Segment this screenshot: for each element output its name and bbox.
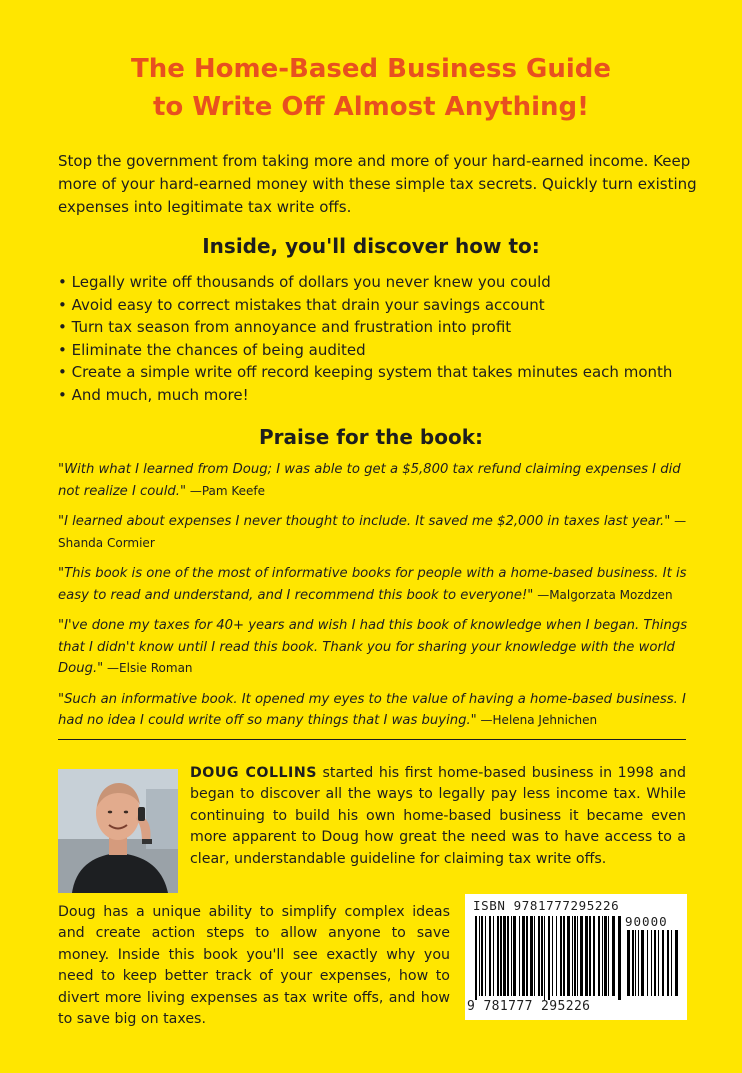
list-item: • Eliminate the chances of being audited xyxy=(58,339,708,362)
quote-text: "I learned about expenses I never thought to include. It saved me $2,000 in taxes last year." xyxy=(58,514,671,529)
quote xyxy=(58,615,698,680)
barcode-digits: 9 781777 295226 xyxy=(467,999,591,1014)
quote-text: "I've done my taxes for 40+ years and wish I had this book of knowledge when I began. Things that I didn't know until I read this book. Thank you for sharing your knowledge with the world Doug." xyxy=(58,618,688,676)
praise-heading: Praise for the book: xyxy=(259,425,483,449)
quote-author: —Malgorzata Mozdzen xyxy=(533,587,673,602)
book-title-line2: to Write Off Almost Anything! xyxy=(153,92,589,122)
book-title xyxy=(0,50,742,126)
quote-author: —Shanda Cormier xyxy=(58,514,687,550)
book-title-line1: The Home-Based Business Guide xyxy=(130,54,612,84)
quote xyxy=(58,563,698,606)
list-item: • And much, much more! xyxy=(58,384,708,407)
quote-author: —Pam Keefe xyxy=(186,483,266,498)
isbn-label: ISBN 9781777295226 xyxy=(473,898,620,913)
list-item: • Legally write off thousands of dollars you never knew you could xyxy=(58,271,708,294)
barcode-addon-number: 90000 xyxy=(625,914,668,929)
list-item: • Create a simple write off record keeping system that takes minutes each month xyxy=(58,361,708,384)
author-bio xyxy=(190,763,686,870)
list-item: • Avoid easy to correct mistakes that drain your savings account xyxy=(58,294,708,317)
discover-list xyxy=(58,271,708,407)
list-item: • Turn tax season from annoyance and frustration into profit xyxy=(58,316,708,339)
isbn-barcode xyxy=(465,894,687,1020)
author-photo xyxy=(58,769,178,893)
quote xyxy=(58,689,698,732)
quote-text: "This book is one of the most of informative books for people with a home-based business. It is easy to read and understand, and I recommend this book to everyone!" xyxy=(58,566,687,603)
quote-text: "Such an informative book. It opened my eyes to the value of having a home-based business. I had no idea I could write off so many things that I was buying." xyxy=(58,691,686,728)
quote-author: —Elsie Roman xyxy=(103,661,193,675)
quote-text: "With what I learned from Doug; I was able to get a $5,800 tax refund claiming expenses I did not realize I could." xyxy=(58,462,681,499)
barcode-bars xyxy=(471,916,683,1000)
discover-heading: Inside, you'll discover how to: xyxy=(202,234,540,258)
author-bio-continued: Doug has a unique ability to simplify complex ideas and create action steps to allow anyone to save money. Inside this book you'll see exactly why you need to keep better track of your expenses, how to divert more living expenses as tax write offs, and how to save big on taxes. xyxy=(58,904,450,1028)
author-bio-text: started his first home-based business in 1998 and began to discover all the ways to legally pay less income tax. While continuing to build his own home-based business it became even more apparent to Doug how great the need was to have access to a clear, understandable guideline for claiming tax write offs. xyxy=(190,765,686,867)
quote xyxy=(58,511,698,554)
divider xyxy=(58,739,686,740)
intro-paragraph: Stop the government from taking more and more of your hard-earned income. Keep more of your hard-earned money with these simple tax secrets. Quickly turn existing expenses into legitimate tax write offs. xyxy=(58,152,697,216)
quote-author: —Helena Jehnichen xyxy=(476,713,598,727)
praise-quotes xyxy=(58,459,698,741)
author-name: DOUG COLLINS xyxy=(190,765,317,781)
quote xyxy=(58,459,698,502)
